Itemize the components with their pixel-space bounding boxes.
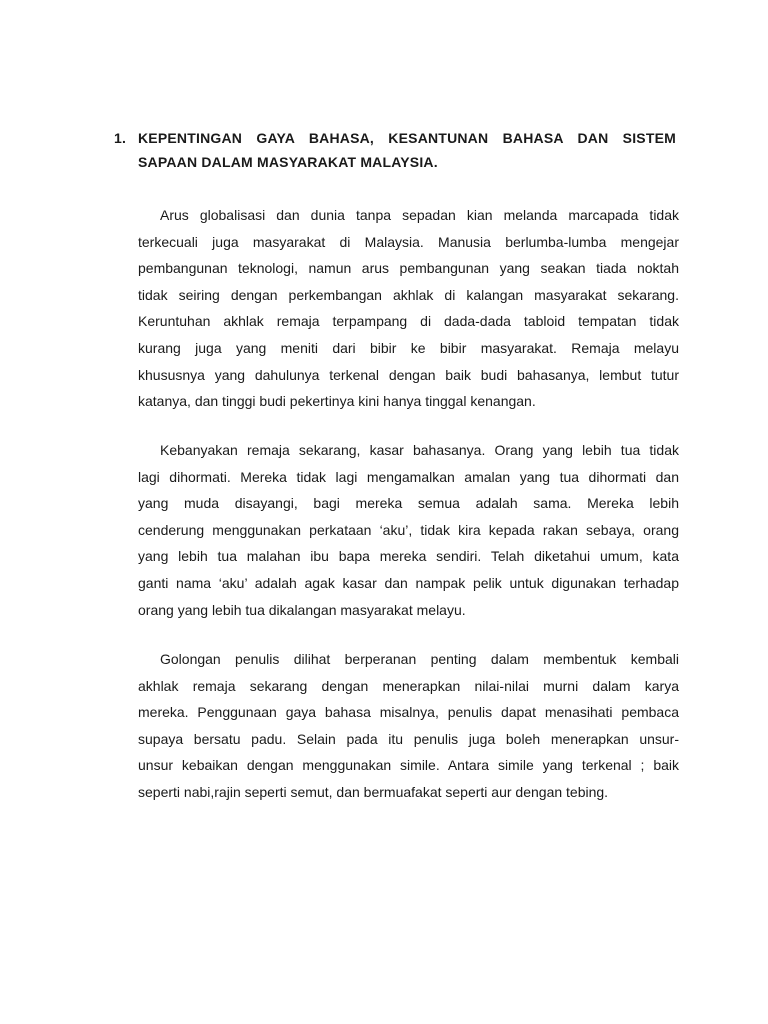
paragraph-line: unsur kebaikan dengan menggunakan simile. Antara simile yang terkenal ; baik (138, 757, 679, 774)
paragraph-line: seperti nabi,rajin seperti semut, dan bermuafakat seperti aur dengan tebing. (138, 783, 609, 800)
paragraph-line: tidak seiring dengan perkembangan akhlak di kalangan masyarakat sekarang. (138, 286, 679, 303)
heading-line-1 (114, 126, 676, 150)
paragraph-line: yang lebih tua malahan ibu bapa mereka sendiri. Telah diketahui umum, kata (138, 548, 679, 565)
paragraph-line: ganti nama ‘aku’ adalah agak kasar dan nampak pelik untuk digunakan terhadap (138, 574, 679, 591)
heading-text-1: KEPENTINGAN GAYA BAHASA, KESANTUNAN BAHASA DAN SISTEM (138, 130, 676, 146)
paragraph-line: Arus globalisasi dan dunia tanpa sepadan kian melanda marcapada tidak (160, 207, 679, 223)
paragraph-line: terkecuali juga masyarakat di Malaysia. Manusia berlumba-lumba mengejar (138, 233, 679, 250)
paragraph-line: katanya, dan tinggi budi pekertinya kini hanya tinggal kenangan. (138, 393, 536, 410)
paragraph-line: akhlak remaja sekarang dengan menerapkan nilai-nilai murni dalam karya (138, 677, 679, 694)
paragraph-line: orang yang lebih tua dikalangan masyarakat melayu. (138, 601, 466, 618)
paragraph-line: Golongan penulis dilihat berperanan penting dalam membentuk kembali (160, 651, 679, 667)
paragraph-line: pembangunan teknologi, namun arus pembangunan yang seakan tiada noktah (138, 260, 679, 277)
paragraph-line: Kebanyakan remaja sekarang, kasar bahasanya. Orang yang lebih tua tidak (160, 442, 679, 458)
paragraph-line: Keruntuhan akhlak remaja terpampang di dada-dada tabloid tempatan tidak (138, 313, 679, 330)
heading-number: 1. (114, 130, 127, 146)
paragraph-line: kurang juga yang meniti dari bibir ke bibir masyarakat. Remaja melayu (138, 339, 679, 356)
paragraph-line: cenderung menggunakan perkataan ‘aku’, tidak kira kepada rakan sebaya, orang (138, 521, 679, 538)
paragraph-line: supaya bersatu padu. Selain pada itu penulis juga boleh menerapkan unsur- (138, 730, 679, 747)
paragraph-1 (138, 202, 679, 415)
section-heading (114, 126, 676, 174)
paragraph-line: yang muda disayangi, bagi mereka semua adalah sama. Mereka lebih (138, 495, 679, 512)
paragraph-line: mereka. Penggunaan gaya bahasa misalnya, penulis dapat menasihati pembaca (138, 704, 679, 721)
paragraph-3 (138, 646, 679, 806)
paragraph-line: lagi dihormati. Mereka tidak lagi mengamalkan amalan yang tua dihormati dan (138, 468, 679, 485)
paragraph-line: khususnya yang dahulunya terkenal dengan baik budi bahasanya, lembut tutur (138, 366, 679, 383)
paragraph-2 (138, 437, 679, 623)
heading-line-2: SAPAAN DALAM MASYARAKAT MALAYSIA. (138, 154, 438, 170)
